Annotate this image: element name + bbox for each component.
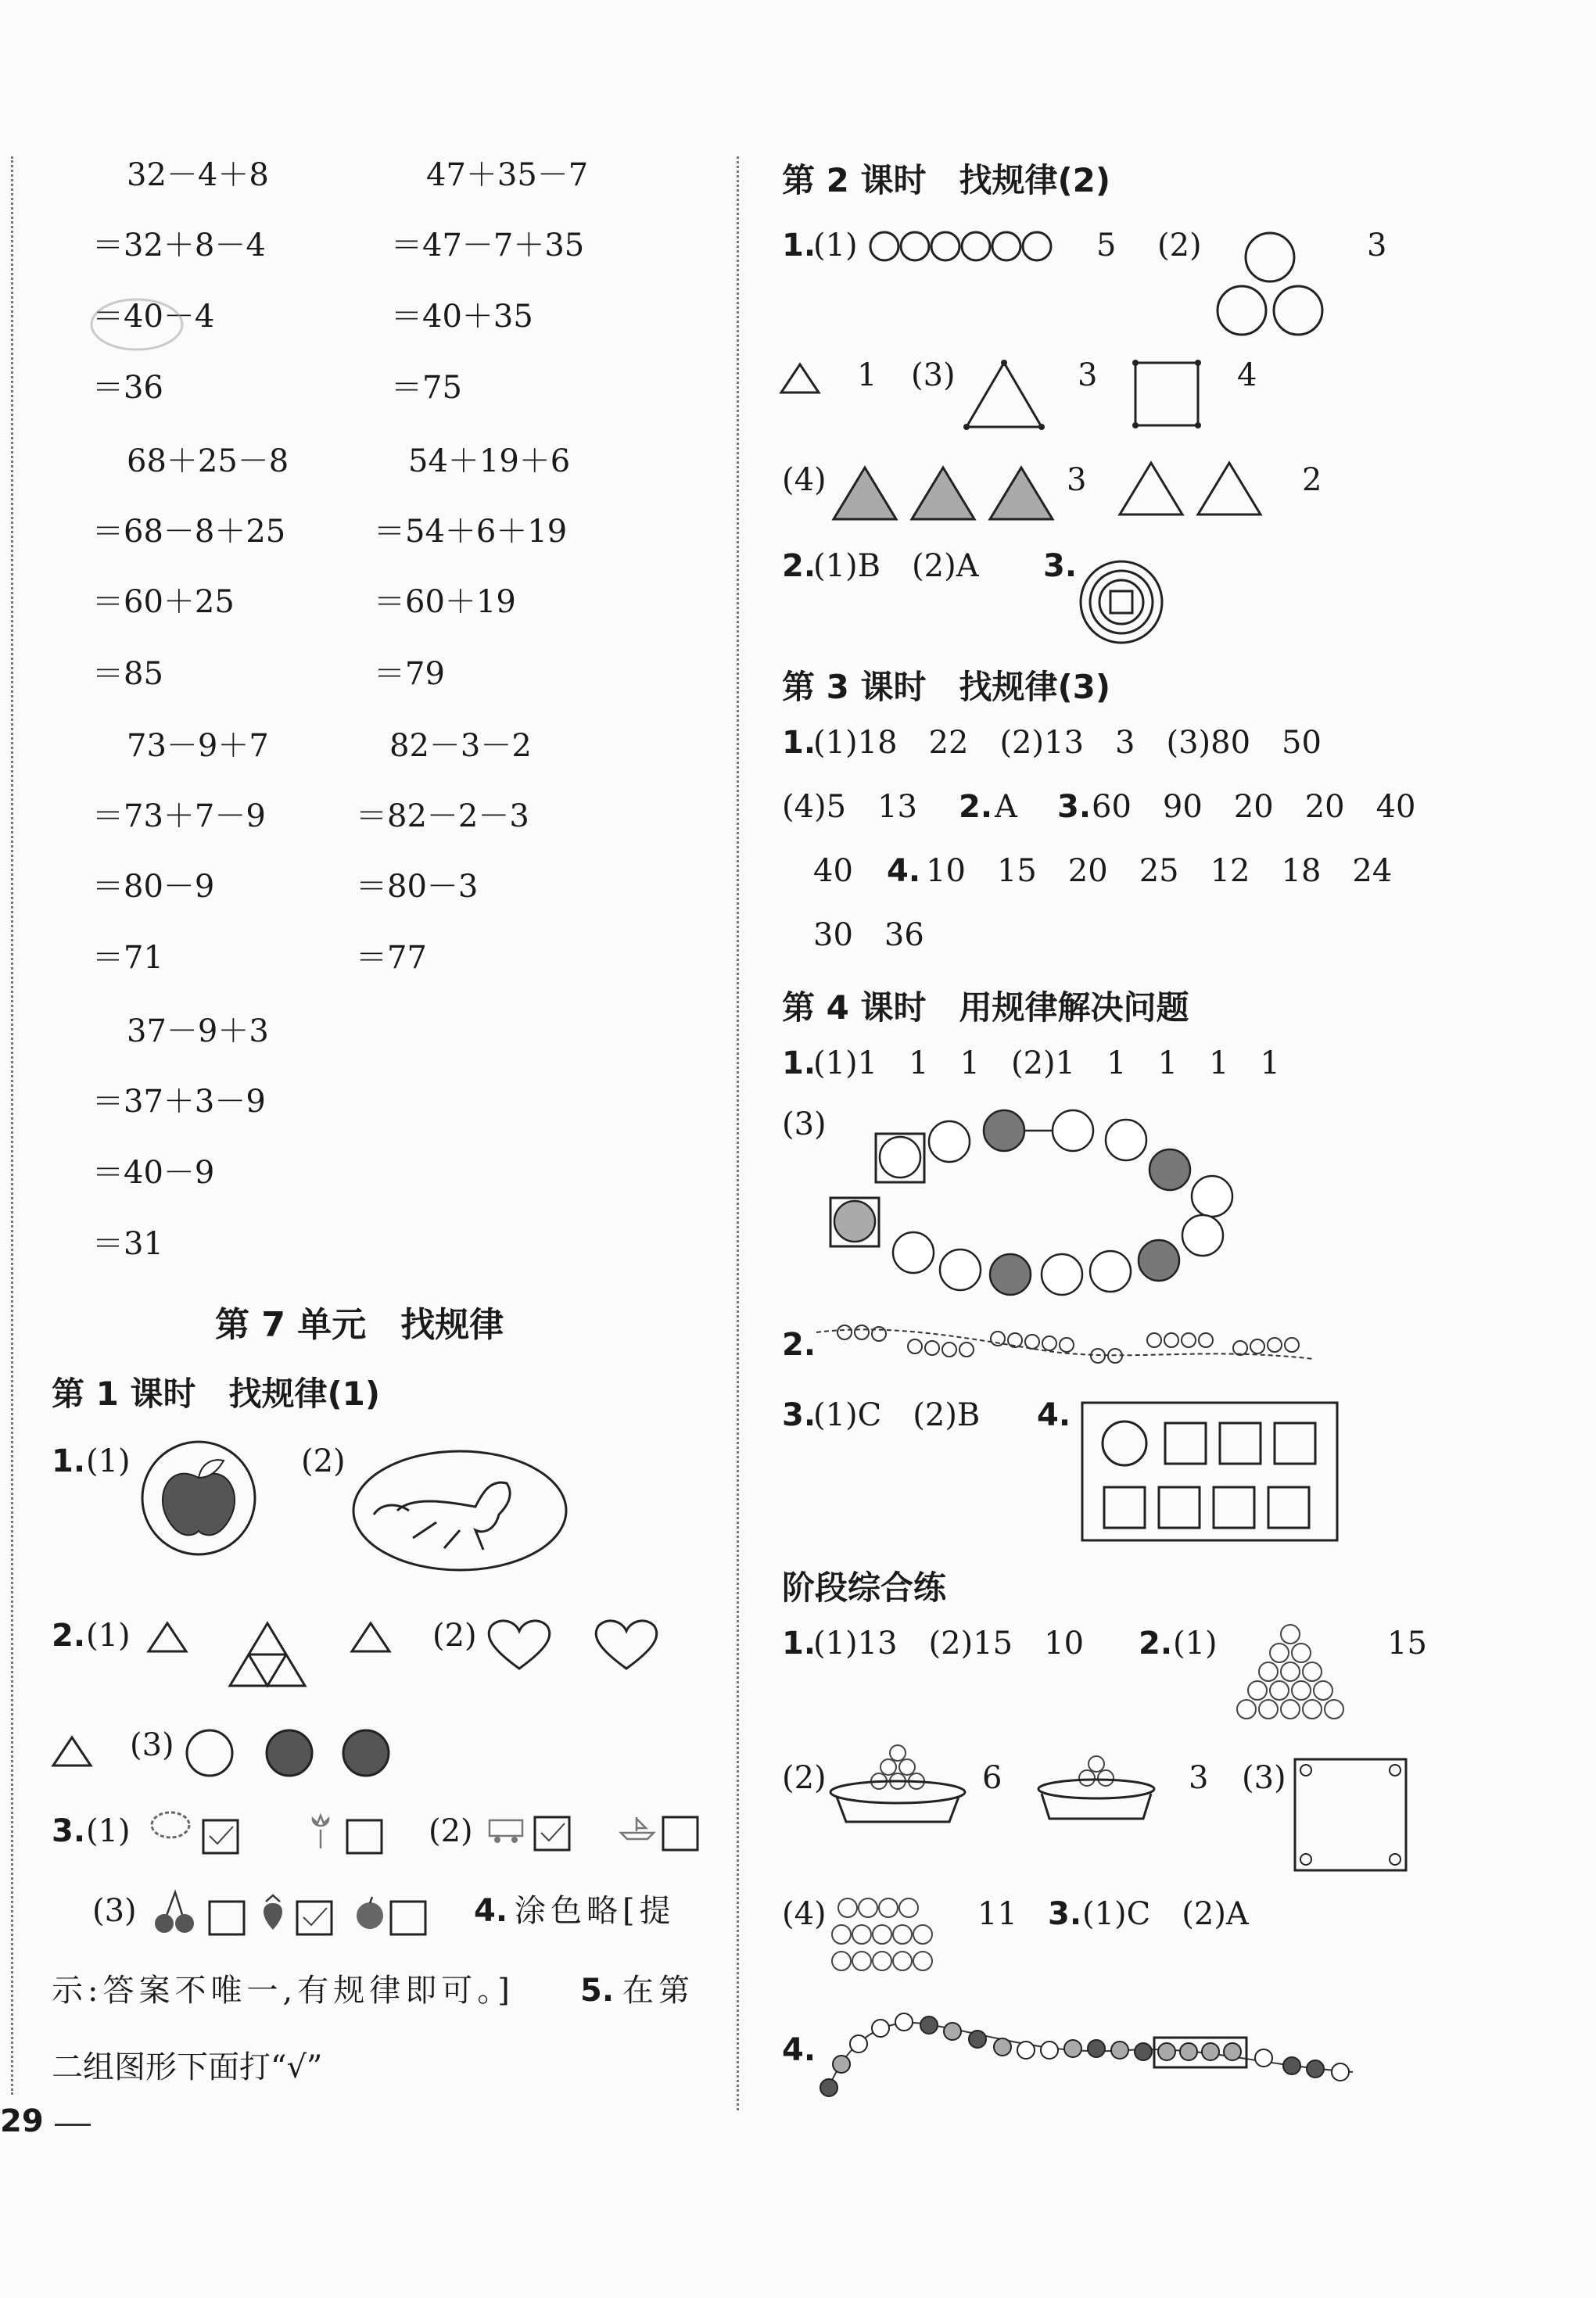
s-q2-part2-label: (2) — [782, 1760, 827, 1796]
q2-part1-label: (1) — [86, 1618, 131, 1654]
calc-a: ＝68－8＋25 — [92, 514, 286, 550]
l2-q1-part3-label: (3) — [911, 357, 956, 393]
l3-q2-number: 2. — [959, 789, 993, 825]
ball-pyramid-icon — [1226, 1623, 1354, 1733]
triangle-icon — [50, 1734, 94, 1769]
q2-number: 2. — [52, 1618, 86, 1654]
calc-b: ＝79 — [374, 656, 445, 692]
s-q2-part4-label: (4) — [782, 1896, 827, 1932]
l2-q2-text: (1)B (2)A — [813, 548, 979, 584]
calc-a: 32－4＋8 — [127, 157, 269, 193]
l2-q1-part3-answer2: 3 — [1078, 357, 1098, 393]
l2-q1-part3-answer: 1 — [857, 357, 877, 393]
bead-chain-icon — [813, 1315, 1329, 1378]
grid-shapes-icon — [1079, 1400, 1342, 1543]
stage-title: 阶段综合练 — [782, 1568, 947, 1607]
heart-icon — [483, 1617, 555, 1672]
check-box-icon[interactable] — [202, 1819, 241, 1855]
empty-box-icon[interactable] — [346, 1819, 385, 1855]
l2-q1-number: 1. — [782, 228, 816, 263]
filled-circle-icon — [341, 1728, 391, 1778]
calc-b: ＝75 — [391, 370, 462, 406]
square-dots-icon — [1132, 360, 1203, 430]
q2-part3-label: (3) — [130, 1727, 174, 1763]
lesson3-title: 第 3 课时 找规律(3) — [782, 668, 1111, 706]
l3-line3-a: 40 — [813, 853, 853, 889]
column-divider — [737, 156, 739, 2110]
calc-a: ＝37＋3－9 — [92, 1084, 266, 1120]
s-q1-number: 1. — [782, 1626, 816, 1662]
check-box-icon[interactable] — [296, 1900, 335, 1936]
apple-small-icon — [353, 1895, 386, 1931]
calc-b: ＝47－7＋35 — [391, 228, 585, 263]
boat-icon — [618, 1814, 657, 1842]
l3-line1: (1)18 22 (2)13 3 (3)80 50 — [813, 725, 1322, 761]
l2-q1-part4-answer2: 2 — [1302, 462, 1322, 498]
q5-number: 5. — [580, 1973, 615, 2009]
calc-b: ＝80－3 — [356, 869, 479, 905]
l4-q1-number: 1. — [782, 1045, 816, 1081]
circle-icon — [185, 1728, 235, 1778]
s-q2-part1-answer: 15 — [1387, 1626, 1427, 1662]
triangle-icon — [350, 1620, 391, 1654]
gray-triangles-icon — [832, 464, 1059, 522]
l3-q1-number: 1. — [782, 725, 816, 761]
concentric-square-icon — [1078, 558, 1165, 646]
l3-line2-b: A — [995, 789, 1017, 825]
s-q1-text: (1)13 (2)15 10 — [813, 1626, 1085, 1662]
empty-box-icon[interactable] — [662, 1816, 701, 1852]
flower-wreath-icon — [149, 1809, 192, 1842]
lesson2-title: 第 2 课时 找规律(2) — [782, 161, 1111, 199]
triangles-stack-icon — [227, 1620, 308, 1690]
calc-a: 37－9＋3 — [127, 1013, 269, 1049]
calc-a: ＝73＋7－9 — [92, 798, 266, 834]
square-corner-dots-icon — [1292, 1756, 1409, 1873]
l2-q2-number: 2. — [782, 548, 816, 584]
lesson1-title: 第 1 课时 找规律(1) — [52, 1375, 381, 1413]
q4-text-b: 示:答案不唯一,有规律即可。] — [52, 1973, 515, 2009]
calc-a: ＝36 — [92, 370, 163, 406]
calc-b: ＝77 — [356, 940, 427, 976]
q1-part2-label: (2) — [301, 1443, 346, 1479]
calc-a: ＝40－9 — [92, 1155, 215, 1191]
s-q2-part2-answer: 6 — [982, 1760, 1002, 1796]
cherries-icon — [153, 1888, 197, 1934]
triangle-icon — [779, 361, 821, 396]
l4-q3-text: (1)C (2)B — [813, 1397, 981, 1433]
q1-number: 1. — [52, 1443, 86, 1479]
triangle-icon — [147, 1620, 188, 1654]
l2-q3-number: 3. — [1043, 548, 1078, 584]
three-circles-icon — [1210, 231, 1329, 340]
q5-text-b: 二组图形下面打“√” — [52, 2049, 323, 2085]
q3-part2-label: (2) — [429, 1813, 473, 1849]
s-q3-text: (1)C (2)A — [1082, 1896, 1249, 1932]
q1-part1-label: (1) — [86, 1443, 131, 1479]
l3-q3-number: 3. — [1057, 789, 1092, 825]
l4-q4-number: 4. — [1037, 1397, 1071, 1433]
page-number-dash — [55, 2124, 91, 2126]
heart-icon — [590, 1617, 662, 1672]
cart-icon — [486, 1816, 527, 1845]
l4-q1-part3-label: (3) — [782, 1106, 827, 1142]
l3-line2-c: 60 90 20 20 40 — [1092, 789, 1416, 825]
l2-q1-part1-answer: 5 — [1096, 228, 1117, 263]
empty-box-icon[interactable] — [389, 1900, 429, 1936]
l2-q1-part1-label: (1) — [813, 228, 858, 263]
l4-line1: (1)1 1 1 (2)1 1 1 1 1 — [813, 1045, 1280, 1081]
l3-line3-b: 10 15 20 25 12 18 24 — [926, 853, 1393, 889]
calc-b: ＝60＋19 — [374, 584, 516, 620]
empty-box-icon[interactable] — [208, 1900, 247, 1936]
bead-string-icon — [813, 2002, 1361, 2103]
horse-icon — [350, 1448, 569, 1573]
calc-a: 68＋25－8 — [127, 443, 289, 479]
stamp-watermark — [86, 293, 188, 356]
l2-q1-part4-answer: 3 — [1067, 462, 1087, 498]
triangle-dots-icon — [963, 360, 1045, 430]
q3-part1-label: (1) — [86, 1813, 131, 1849]
calc-a: ＝71 — [92, 940, 163, 976]
l2-q1-part2-answer: 3 — [1367, 228, 1387, 263]
l2-q1-part4-label: (4) — [782, 462, 827, 498]
calc-a: ＝60＋25 — [92, 584, 235, 620]
filled-circle-icon — [264, 1728, 314, 1778]
l3-line4: 30 36 — [813, 917, 924, 953]
l4-q2-number: 2. — [782, 1327, 816, 1363]
page-number: 29 — [0, 2103, 44, 2139]
l3-line2-a: (4)5 13 — [782, 789, 918, 825]
tulip-icon — [307, 1812, 335, 1850]
calc-a: ＝40－4 — [92, 299, 215, 335]
unit-title: 第 7 单元 找规律 — [215, 1305, 504, 1345]
s-q2-part3-label: (3) — [1242, 1760, 1286, 1796]
strawberry-icon — [256, 1892, 289, 1933]
calc-a: ＝32＋8－4 — [92, 228, 266, 263]
calc-a: ＝85 — [92, 656, 163, 692]
l3-q4-number: 4. — [887, 853, 921, 889]
fruit-plate-small-icon — [1034, 1751, 1159, 1823]
s-q2-part1-label: (1) — [1173, 1626, 1218, 1662]
white-triangles-icon — [1118, 460, 1267, 518]
calc-b: 54＋19＋6 — [408, 443, 571, 479]
s-q4-number: 4. — [782, 2032, 816, 2068]
q3-part3-label: (3) — [92, 1893, 137, 1929]
check-box-icon[interactable] — [533, 1816, 572, 1852]
s-q2-number: 2. — [1139, 1626, 1173, 1662]
q5-text-a: 在第 — [622, 1973, 694, 2009]
calc-b: ＝40＋35 — [391, 299, 533, 335]
q2-part2-label: (2) — [432, 1618, 477, 1654]
q3-number: 3. — [52, 1813, 86, 1849]
s-q3-number: 3. — [1048, 1896, 1082, 1932]
bead-necklace-icon — [827, 1110, 1250, 1298]
calc-a: ＝80－9 — [92, 869, 215, 905]
calc-a: ＝31 — [92, 1226, 163, 1262]
calc-b: ＝54＋6＋19 — [374, 514, 568, 550]
apple-grid-icon — [829, 1894, 946, 1980]
l4-q3-number: 3. — [782, 1397, 816, 1433]
six-circles-icon — [868, 230, 1056, 264]
q4-number: 4. — [474, 1893, 508, 1929]
calc-a: 73－9＋7 — [127, 728, 269, 764]
calc-b: 82－3－2 — [389, 728, 532, 764]
q4-text-a: 涂色略[提 — [515, 1893, 676, 1929]
l2-q1-part2-label: (2) — [1157, 228, 1202, 263]
left-dotted-margin — [11, 156, 13, 2095]
calc-b: ＝82－2－3 — [356, 798, 529, 834]
s-q2-part2-answer2: 3 — [1189, 1760, 1209, 1796]
l2-q1-part3-answer3: 4 — [1237, 357, 1257, 393]
s-q2-part4-answer: 11 — [977, 1896, 1017, 1932]
calc-b: 47＋35－7 — [426, 157, 589, 193]
fruit-plate-icon — [827, 1741, 968, 1827]
lesson4-title: 第 4 课时 用规律解决问题 — [782, 988, 1189, 1027]
apple-icon — [139, 1439, 258, 1558]
